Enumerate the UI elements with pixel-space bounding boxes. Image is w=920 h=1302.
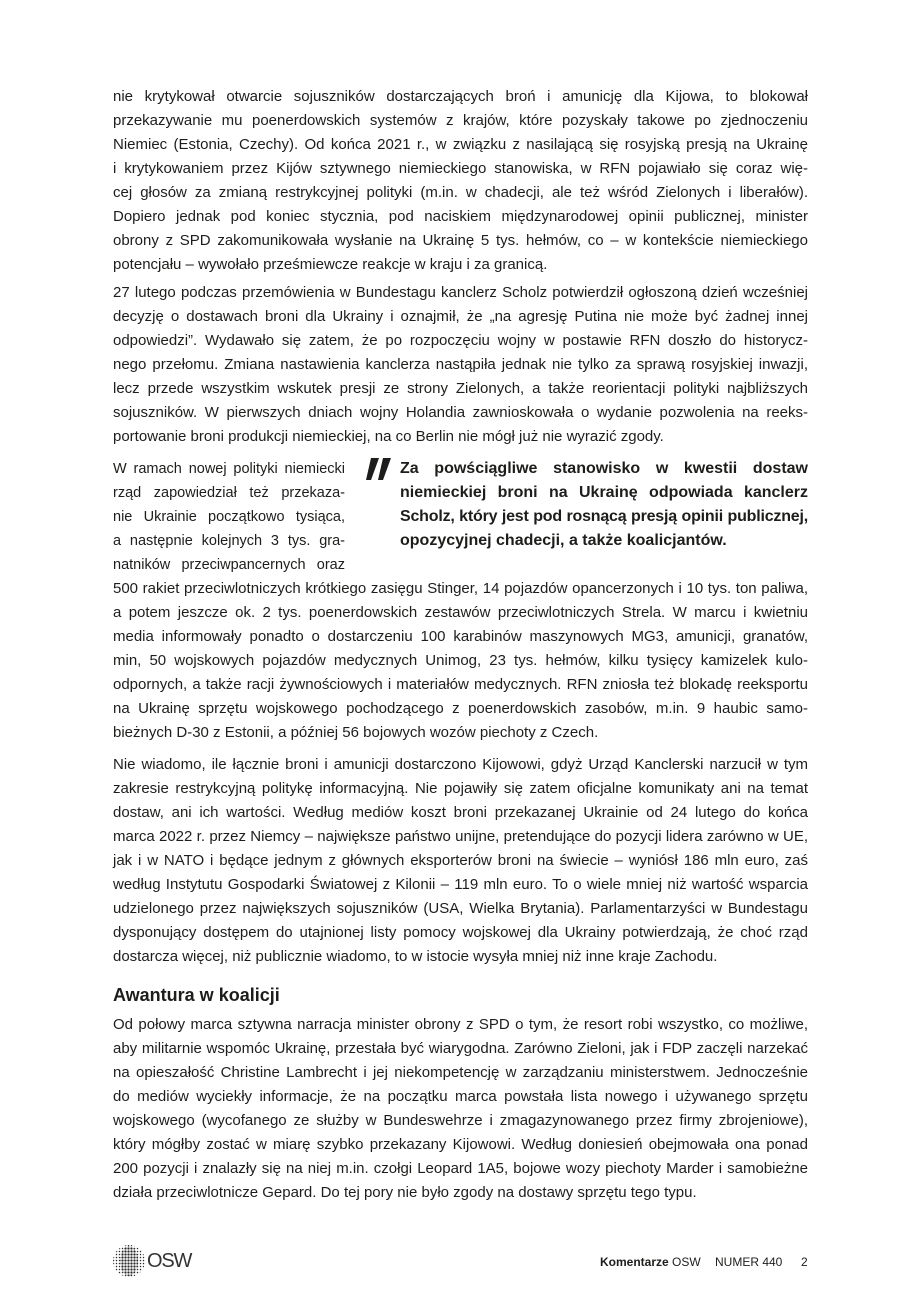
text-line: Niemiec (Estonia, Czechy). Od końca 2021 r., w związku z nasilającą się rosyjską presją na Ukrainę bbox=[113, 136, 808, 153]
text-line: rząd zapowiedział też przekaza- bbox=[113, 485, 345, 501]
text-line: działa przeciwlotnicze Gepard. Do tej pory nie było zgody na dostawy sprzętu tego typu. bbox=[113, 1184, 697, 1201]
text-line: nie Ukrainie początkowo tysiąca, bbox=[113, 509, 345, 525]
pull-quote-line: Scholz, który jest pod rosnącą presją opinii publicznej, bbox=[400, 508, 808, 525]
osw-globe-logo-icon bbox=[112, 1244, 146, 1278]
text-line: Dopiero jednak pod koniec stycznia, pod naciskiem międzynarodowej opinii publicznej, minister bbox=[113, 208, 808, 225]
issue-number: NUMER 440 bbox=[715, 1255, 783, 1269]
pull-quote-line: opozycyjnej chadecji, a także koalicjantów. bbox=[400, 532, 727, 549]
text-line: dostarcza więcej, niż publicznie wiadomo, to w istocie wysyła mniej niż inne kraje Zachodu. bbox=[113, 948, 718, 965]
paragraph-2 bbox=[113, 281, 808, 449]
text-line: na opieszałość Christine Lambrecht i jej niekompetencję w zarządzaniu ministerstwem. Jednocześnie bbox=[113, 1064, 808, 1081]
text-line: bieżnych D-30 z Estonii, a później 56 bojowych wozów piechoty z Czech. bbox=[113, 724, 599, 741]
text-line: jak i w NATO i będące jednym z głównych eksporterów broni na świecie – wyniósł 186 mln euro, zaś bbox=[113, 852, 808, 869]
text-line: na Ukrainę sprzętu wojskowego pochodzącego z poenerdowskich zasobów, m.in. 9 haubic samo- bbox=[113, 700, 808, 717]
text-line: potencjału – wywołało prześmiewcze reakcje w kraju i za granicą. bbox=[113, 256, 548, 273]
text-line: nego przełomu. Zmiana nastawienia kanclerza nastąpiła jednak nie tylko za sprawą rosyjskiej inwazji, bbox=[113, 356, 808, 373]
text-line: który mógłby zostać w miarę szybko przekazany Kijowowi. Według doniesień obejmowała ona ponad bbox=[113, 1136, 808, 1153]
logo-text: OSW bbox=[147, 1250, 192, 1272]
pull-quote-line: Za powściągliwe stanowisko w kwestii dostaw bbox=[400, 460, 808, 477]
text-line: portowanie broni produkcji niemieckiej, na co Berlin nie mógł już nie wyrazić zgody. bbox=[113, 428, 664, 445]
text-line: zakresie restrykcyjną politykę informacyjną. Nie pojawiły się zatem oficjalne komunikaty ani na temat bbox=[113, 780, 808, 797]
text-line: wojskowego (wycofanego ze służby w Bundeswehrze i zmagazynowanego przez firmy zbrojeniowe), bbox=[113, 1112, 808, 1129]
pull-quote bbox=[400, 457, 808, 553]
section-heading: Awantura w koalicji bbox=[113, 985, 280, 1005]
text-line: nie krytykował otwarcie sojuszników dostarczających broń i amunicję dla Kijowa, to blokował bbox=[113, 88, 808, 105]
text-line: natników przeciwpancernych oraz bbox=[113, 557, 345, 573]
text-line: decyzję o dostawach broni dla Ukrainy i oznajmił, że „na agresję Putina nie może być żadnej innej bbox=[113, 308, 808, 325]
text-line: cej głosów za zmianą restrykcyjnej polityki (m.in. w chadecji, ale też wśród Zielonych i liberałów). bbox=[113, 184, 808, 201]
text-line: udzielonego przez największych sojuszników (USA, Wielka Brytania). Parlamentarzyści w Bundestagu bbox=[113, 900, 808, 917]
footer-series bbox=[600, 1254, 701, 1270]
text-line: odpowiedzi”. Wydawało się zatem, że po rozpoczęciu wojny w postawie RFN doszło do historycz- bbox=[113, 332, 808, 349]
text-line: Nie wiadomo, ile łącznie broni i amunicji dostarczono Kijowowi, gdyż Urząd Kanclerski narzucił w tym bbox=[113, 756, 808, 773]
text-line: lecz przede wszystkim wskutek presji ze strony Zielonych, a także reorientacji polityki najbliższych bbox=[113, 380, 808, 397]
text-line: do mediów wyciekły informacje, że na początku marca powstała lista nowego i używanego sprzętu bbox=[113, 1088, 808, 1105]
text-line: W ramach nowej polityki niemiecki bbox=[113, 461, 345, 477]
text-line: przekazywanie mu poenerdowskich systemów z krajów, które pozyskały takowe po zjednoczeniu bbox=[113, 112, 808, 129]
text-line: obrony z SPD zakomunikowała wysłanie na Ukrainę 5 tys. hełmów, co – w kontekście niemieckiego bbox=[113, 232, 808, 249]
text-line: i krytykowaniem przez Kijów sztywnego niemieckiego stanowiska, w RFN pojawiało się coraz wię- bbox=[113, 160, 808, 177]
paragraph-1 bbox=[113, 85, 808, 277]
text-line: a potem jeszcze ok. 2 tys. poenerdowskich zestawów przeciwlotniczych Strela. W marcu i kwietniu bbox=[113, 604, 808, 621]
text-line: 27 lutego podczas przemówienia w Bundestagu kanclerz Scholz potwierdził ogłoszoną dzień wcześniej bbox=[113, 284, 808, 301]
text-line: dysponujący dostępem do utajnionej listy pomocy wojskowej dla Ukrainy potwierdzają, że choć rząd bbox=[113, 924, 808, 941]
text-line: 500 rakiet przeciwlotniczych krótkiego zasięgu Stinger, 14 pojazdów opancerzonych i 10 tys. ton paliwa, bbox=[113, 580, 808, 597]
text-line: media informowały ponadto o dostarczeniu 100 karabinów maszynowych MG3, amunicji, granatów, bbox=[113, 628, 808, 645]
series-suffix: OSW bbox=[672, 1255, 701, 1269]
quote-mark-icon bbox=[364, 457, 394, 483]
text-line: odpornych, a także racji żywnościowych i materiałów medycznych. RFN zniosła też blokadę reeksportu bbox=[113, 676, 808, 693]
text-line: aby militarnie wspomóc Ukrainę, przestała być wiarygodna. Zarówno Zieloni, jak i FDP zaczęli narzekać bbox=[113, 1040, 808, 1057]
paragraph-4 bbox=[113, 753, 808, 969]
text-line: marca 2022 r. przez Niemcy – największe państwo unijne, pretendujące do pozycji lidera zarówno w UE, bbox=[113, 828, 808, 845]
text-line: min, 50 wojskowych pojazdów medycznych Unimog, 23 tys. hełmów, kilku tysięcy kamizelek kulo- bbox=[113, 652, 808, 669]
series-name: Komentarze bbox=[600, 1255, 669, 1269]
paragraph-5 bbox=[113, 1013, 808, 1205]
pull-quote-line: niemieckiej broni na Ukrainę odpowiada kanclerz bbox=[400, 484, 808, 501]
text-line: Od połowy marca sztywna narracja minister obrony z SPD o tym, że resort robi wszystko, co możliwe, bbox=[113, 1016, 808, 1033]
text-line: a następnie kolejnych 3 tys. gra- bbox=[113, 533, 345, 549]
page-number: 2 bbox=[801, 1255, 808, 1269]
text-line: według Instytutu Gospodarki Światowej z Kilonii – 119 mln euro. To o wiele mniej niż wartość wsparcia bbox=[113, 876, 808, 893]
text-line: sojuszników. W pierwszych dniach wojny Holandia zawnioskowała o wydanie pozwolenia na reeks- bbox=[113, 404, 808, 421]
text-line: dostaw, ani ich wartości. Według mediów koszt broni przekazanej Ukrainie od 24 lutego do końca bbox=[113, 804, 808, 821]
text-line: 200 pozycji i znalazły się na niej m.in. czołgi Leopard 1A5, bojowe wozy piechoty Marder i samobieżne bbox=[113, 1160, 808, 1177]
